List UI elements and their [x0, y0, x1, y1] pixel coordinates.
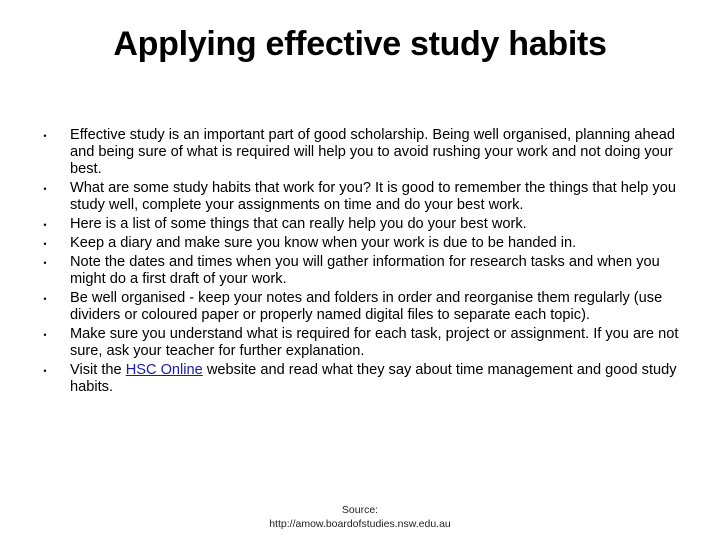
bullet-item-7 [40, 326, 685, 360]
bullet-item-2 [40, 180, 685, 214]
bullet-list [40, 127, 685, 398]
bullet-item-1 [40, 127, 685, 178]
bullet-text: Here is a list of some things that can really help you do your best work. [70, 216, 527, 232]
bullet-text: Be well organised - keep your notes and folders in order and reorganise them regularly (use dividers or coloured paper or properly named digital files to separate each topic). [70, 290, 663, 323]
source-label: Source: [341, 504, 379, 516]
bullet-text: Make sure you understand what is required for each task, project or assignment. If you are not sure, ask your teacher for further explanation. [70, 326, 679, 359]
bullet-dot-icon: • [43, 258, 47, 268]
bullet-text-after: website and read what they say about time management and good study habits. [70, 362, 677, 395]
bullet-dot-icon: • [43, 330, 47, 340]
source-citation [0, 503, 720, 531]
bullet-text-before: Visit the [70, 362, 126, 378]
bullet-text: Effective study is an important part of good scholarship. Being well organised, planning ahead and being sure of what is required will help you to avoid rushing your work and not doing your best. [70, 127, 675, 177]
bullet-text: Note the dates and times when you will gather information for research tasks and when you might do a first draft of your work. [70, 254, 660, 287]
bullet-dot-icon: • [43, 239, 47, 249]
bullet-dot-icon: • [43, 220, 47, 230]
bullet-item-4 [40, 235, 685, 252]
bullet-item-6 [40, 290, 685, 324]
bullet-dot-icon: • [43, 294, 47, 304]
bullet-text: What are some study habits that work for you? It is good to remember the things that help you study well, complete your assignments on time and do your best work. [70, 180, 676, 213]
bullet-dot-icon: • [43, 131, 47, 141]
slide-title: Applying effective study habits [113, 25, 607, 63]
bullet-text: Keep a diary and make sure you know when your work is due to be handed in. [70, 235, 577, 251]
bullet-dot-icon: • [43, 184, 47, 194]
bullet-dot-icon: • [43, 366, 47, 376]
bullet-item-3 [40, 216, 685, 233]
bullet-item-5 [40, 254, 685, 288]
hsc-online-link[interactable]: HSC Online [125, 362, 203, 378]
bullet-item-8 [40, 362, 685, 396]
source-url: http://amow.boardofstudies.nsw.edu.au [269, 518, 451, 530]
